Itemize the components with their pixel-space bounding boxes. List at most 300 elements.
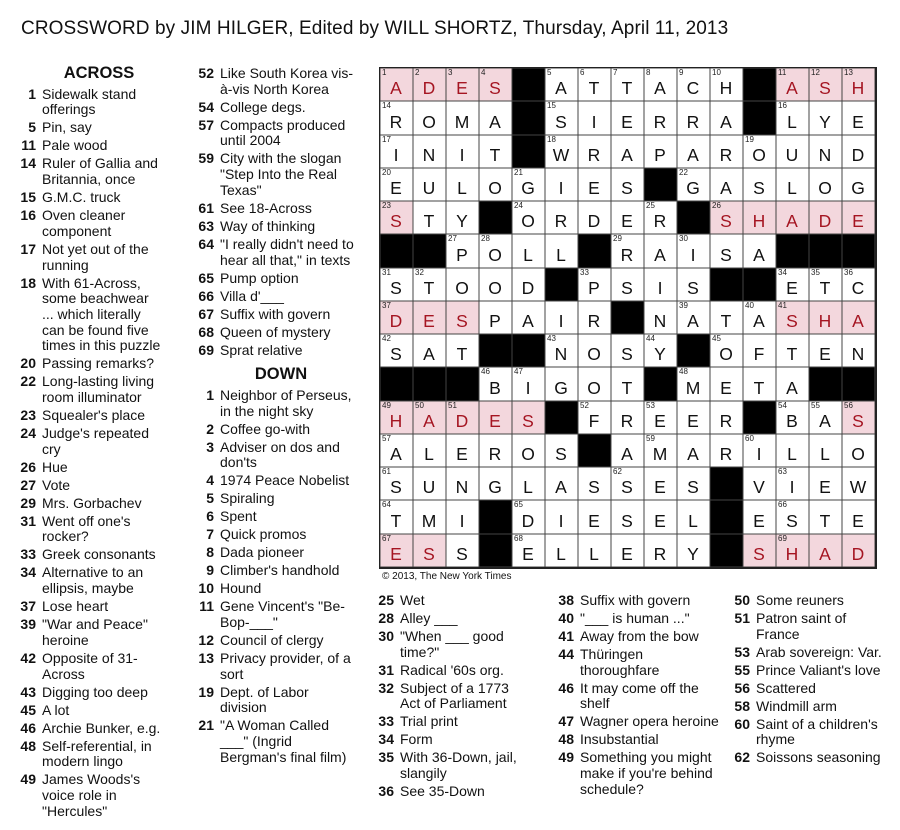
clue-item[interactable] xyxy=(190,581,358,597)
grid-cell[interactable] xyxy=(743,434,776,467)
grid-cell[interactable] xyxy=(611,135,644,168)
grid-cell[interactable] xyxy=(644,268,677,301)
grid-cell[interactable] xyxy=(413,401,446,434)
grid-cell[interactable] xyxy=(413,101,446,134)
clue-item[interactable] xyxy=(190,307,358,323)
cell-letter: O xyxy=(488,178,503,198)
grid-cell[interactable] xyxy=(512,500,545,533)
clue-item[interactable] xyxy=(372,784,532,800)
grid-cell[interactable] xyxy=(479,101,512,134)
grid-cell[interactable] xyxy=(380,301,413,334)
cell-letter: E xyxy=(588,178,601,198)
grid-cell[interactable] xyxy=(743,534,776,567)
grid-cell[interactable] xyxy=(446,500,479,533)
grid-cell[interactable] xyxy=(776,367,809,400)
clue-text: Spiraling xyxy=(220,490,275,507)
grid-cell[interactable] xyxy=(380,101,413,134)
clue-number: 49 xyxy=(558,749,574,766)
grid-cell[interactable] xyxy=(446,467,479,500)
cell-letter: S xyxy=(390,477,403,498)
grid-cell[interactable] xyxy=(776,401,809,434)
clue-item[interactable] xyxy=(190,545,358,561)
clue-item[interactable] xyxy=(728,663,892,679)
clue-item[interactable] xyxy=(14,156,164,187)
grid-cell[interactable] xyxy=(809,168,842,201)
grid-cell[interactable] xyxy=(611,68,644,101)
clue-item[interactable] xyxy=(728,717,892,748)
grid-cell[interactable] xyxy=(809,68,842,101)
grid-cell[interactable] xyxy=(479,234,512,267)
grid-cell[interactable] xyxy=(809,401,842,434)
grid-cell[interactable] xyxy=(479,467,512,500)
grid-cell[interactable] xyxy=(413,168,446,201)
grid-cell[interactable] xyxy=(644,301,677,334)
grid-cell[interactable] xyxy=(545,500,578,533)
grid-cell[interactable] xyxy=(446,268,479,301)
clue-item[interactable] xyxy=(190,527,358,543)
cell-letter: I xyxy=(459,144,466,165)
grid-cell[interactable] xyxy=(479,367,512,400)
clue-item[interactable] xyxy=(728,645,892,661)
grid-cell[interactable] xyxy=(644,467,677,500)
grid-cell[interactable] xyxy=(842,268,875,301)
clue-item[interactable] xyxy=(190,440,358,471)
clue-item[interactable] xyxy=(14,772,164,819)
grid-cell[interactable] xyxy=(776,68,809,101)
clue-item[interactable] xyxy=(190,491,358,507)
clue-number: 34 xyxy=(20,564,36,581)
cell-number: 22 xyxy=(679,167,688,177)
grid-cell[interactable] xyxy=(545,201,578,234)
grid-cell[interactable] xyxy=(743,168,776,201)
clue-item[interactable] xyxy=(190,289,358,305)
grid-cell[interactable] xyxy=(578,268,611,301)
grid-cell[interactable] xyxy=(380,500,413,533)
clue-item[interactable] xyxy=(14,120,164,136)
cell-letter: S xyxy=(555,444,568,464)
grid-cell[interactable] xyxy=(743,334,776,367)
grid-cell[interactable] xyxy=(512,367,545,400)
clue-item[interactable] xyxy=(14,721,164,737)
clue-item[interactable] xyxy=(552,750,724,797)
clue-item[interactable] xyxy=(14,138,164,154)
grid-cell[interactable] xyxy=(512,201,545,234)
grid-cell[interactable] xyxy=(710,367,743,400)
clue-item[interactable] xyxy=(14,460,164,476)
clue-item[interactable] xyxy=(190,718,358,765)
clue-item[interactable] xyxy=(14,599,164,615)
grid-cell[interactable] xyxy=(545,68,578,101)
grid-cell[interactable] xyxy=(644,101,677,134)
clue-item[interactable] xyxy=(14,374,164,405)
clue-item[interactable] xyxy=(372,750,532,781)
clue-item[interactable] xyxy=(728,699,892,715)
grid-cell[interactable] xyxy=(413,268,446,301)
clue-item[interactable] xyxy=(372,593,532,609)
clue-item[interactable] xyxy=(190,343,358,359)
clue-item[interactable] xyxy=(190,633,358,649)
grid-cell[interactable] xyxy=(479,68,512,101)
clue-text: Lose heart xyxy=(42,598,109,615)
grid-cell[interactable] xyxy=(479,268,512,301)
grid-cell[interactable] xyxy=(578,334,611,367)
grid-cell[interactable] xyxy=(677,301,710,334)
clue-item[interactable] xyxy=(552,714,724,730)
clue-item[interactable] xyxy=(728,681,892,697)
grid-cell[interactable] xyxy=(380,201,413,234)
cell-number: 42 xyxy=(382,334,391,343)
grid-cell[interactable] xyxy=(380,401,413,434)
grid-cell[interactable] xyxy=(512,301,545,334)
grid-cell[interactable] xyxy=(446,534,479,567)
crossword-grid xyxy=(379,67,877,569)
clue-item[interactable] xyxy=(190,151,358,198)
clue-item[interactable] xyxy=(14,514,164,545)
clue-item[interactable] xyxy=(372,714,532,730)
grid-cell[interactable] xyxy=(578,68,611,101)
grid-cell[interactable] xyxy=(809,334,842,367)
grid-cell[interactable] xyxy=(842,101,875,134)
grid-cell[interactable] xyxy=(809,101,842,134)
cell-letter: W xyxy=(849,477,868,498)
grid-cell[interactable] xyxy=(809,534,842,567)
grid-cell[interactable] xyxy=(446,201,479,234)
grid-cell[interactable] xyxy=(578,500,611,533)
grid-cell[interactable] xyxy=(545,101,578,134)
grid-cell[interactable] xyxy=(809,201,842,234)
clue-item[interactable] xyxy=(190,237,358,268)
clue-item[interactable] xyxy=(14,356,164,372)
grid-cell[interactable] xyxy=(413,301,446,334)
grid-cell[interactable] xyxy=(743,367,776,400)
grid-cell[interactable] xyxy=(446,101,479,134)
clue-number: 22 xyxy=(20,373,36,390)
grid-cell[interactable] xyxy=(743,135,776,168)
grid-cell[interactable] xyxy=(710,135,743,168)
grid-cell[interactable] xyxy=(545,367,578,400)
cell-letter: R xyxy=(587,311,602,331)
clue-item[interactable] xyxy=(14,478,164,494)
grid-cell[interactable] xyxy=(611,201,644,234)
clue-item[interactable] xyxy=(14,208,164,239)
clue-item[interactable] xyxy=(190,599,358,630)
cell-letter: L xyxy=(787,111,798,132)
grid-cell[interactable] xyxy=(446,301,479,334)
grid-cell[interactable] xyxy=(578,467,611,500)
grid-cell[interactable] xyxy=(380,135,413,168)
grid-cell[interactable] xyxy=(545,467,578,500)
grid-cell[interactable] xyxy=(446,401,479,434)
grid-cell[interactable] xyxy=(512,401,545,434)
grid-cell[interactable] xyxy=(776,534,809,567)
grid-cell[interactable] xyxy=(842,135,875,168)
clue-item[interactable] xyxy=(372,611,532,627)
clue-item[interactable] xyxy=(14,496,164,512)
grid-cell[interactable] xyxy=(611,234,644,267)
clue-item[interactable] xyxy=(552,629,724,645)
grid-cell[interactable] xyxy=(710,434,743,467)
clue-item[interactable] xyxy=(14,739,164,770)
clue-item[interactable] xyxy=(14,408,164,424)
clue-item[interactable] xyxy=(552,611,724,627)
grid-cell[interactable] xyxy=(743,234,776,267)
grid-cell[interactable] xyxy=(842,534,875,567)
grid-cell[interactable] xyxy=(776,434,809,467)
grid-cell[interactable] xyxy=(809,268,842,301)
grid-cell[interactable] xyxy=(380,268,413,301)
grid-cell[interactable] xyxy=(776,500,809,533)
grid-cell[interactable] xyxy=(644,201,677,234)
grid-cell[interactable] xyxy=(644,534,677,567)
clue-item[interactable] xyxy=(190,563,358,579)
clue-item[interactable] xyxy=(728,750,892,766)
grid-cell[interactable] xyxy=(380,334,413,367)
grid-cell[interactable] xyxy=(677,500,710,533)
grid-cell[interactable] xyxy=(512,534,545,567)
grid-cell[interactable] xyxy=(809,500,842,533)
grid-cell[interactable] xyxy=(611,434,644,467)
grid-cell[interactable] xyxy=(710,401,743,434)
grid-cell[interactable] xyxy=(677,467,710,500)
clue-item[interactable] xyxy=(552,732,724,748)
grid-cell[interactable] xyxy=(776,201,809,234)
clue-item[interactable] xyxy=(14,426,164,457)
grid-cell[interactable] xyxy=(413,68,446,101)
clue-item[interactable] xyxy=(190,509,358,525)
clue-item[interactable] xyxy=(190,201,358,217)
grid-cell[interactable] xyxy=(413,434,446,467)
grid-cell[interactable] xyxy=(380,467,413,500)
grid-cell[interactable] xyxy=(743,201,776,234)
grid-cell[interactable] xyxy=(809,434,842,467)
grid-cell[interactable] xyxy=(677,434,710,467)
clue-item[interactable] xyxy=(552,593,724,609)
grid-cell[interactable] xyxy=(446,434,479,467)
grid-cell[interactable] xyxy=(776,467,809,500)
clue-item[interactable] xyxy=(190,422,358,438)
cell-letter: D xyxy=(587,211,602,232)
grid-cell[interactable] xyxy=(710,301,743,334)
grid-cell[interactable] xyxy=(842,434,875,467)
grid-cell[interactable] xyxy=(578,101,611,134)
grid-cell[interactable] xyxy=(578,135,611,168)
clue-text: Climber's handhold xyxy=(220,562,340,579)
grid-cell[interactable] xyxy=(842,334,875,367)
clue-item[interactable] xyxy=(728,593,892,609)
grid-cell[interactable] xyxy=(710,101,743,134)
grid-cell[interactable] xyxy=(545,534,578,567)
grid-cell[interactable] xyxy=(710,334,743,367)
grid-cell[interactable] xyxy=(479,434,512,467)
grid-cell[interactable] xyxy=(380,68,413,101)
grid-cell[interactable] xyxy=(809,467,842,500)
clue-item[interactable] xyxy=(372,681,532,712)
grid-cell[interactable] xyxy=(545,334,578,367)
clue-item[interactable] xyxy=(14,87,164,118)
grid-cell[interactable] xyxy=(644,434,677,467)
grid-cell[interactable] xyxy=(413,334,446,367)
clue-item[interactable] xyxy=(190,325,358,341)
clue-item[interactable] xyxy=(190,66,358,97)
clue-item[interactable] xyxy=(14,685,164,701)
clue-item[interactable] xyxy=(190,219,358,235)
grid-cell[interactable] xyxy=(776,334,809,367)
cell-letter: A xyxy=(687,144,700,165)
clue-item[interactable] xyxy=(372,629,532,660)
grid-cell[interactable] xyxy=(644,500,677,533)
grid-cell[interactable] xyxy=(512,268,545,301)
grid-cell[interactable] xyxy=(776,135,809,168)
grid-cell[interactable] xyxy=(842,168,875,201)
grid-cell[interactable] xyxy=(677,534,710,567)
clue-item[interactable] xyxy=(552,681,724,712)
grid-cell[interactable] xyxy=(809,135,842,168)
grid-cell[interactable] xyxy=(545,168,578,201)
cell-letter: E xyxy=(423,311,436,331)
grid-cell[interactable] xyxy=(446,135,479,168)
grid-cell[interactable] xyxy=(545,301,578,334)
grid-cell[interactable] xyxy=(710,234,743,267)
clue-item[interactable] xyxy=(190,118,358,149)
grid-cell[interactable] xyxy=(512,467,545,500)
cell-letter: R xyxy=(554,211,569,232)
grid-cell[interactable] xyxy=(743,467,776,500)
grid-cell[interactable] xyxy=(776,101,809,134)
clue-item[interactable] xyxy=(552,647,724,678)
clue-item[interactable] xyxy=(14,703,164,719)
grid-cell[interactable] xyxy=(413,135,446,168)
grid-cell[interactable] xyxy=(644,234,677,267)
grid-cell[interactable] xyxy=(743,301,776,334)
grid-cell[interactable] xyxy=(677,101,710,134)
grid-cell[interactable] xyxy=(677,401,710,434)
clue-item[interactable] xyxy=(190,685,358,716)
grid-cell[interactable] xyxy=(677,367,710,400)
grid-cell[interactable] xyxy=(677,234,710,267)
clue-item[interactable] xyxy=(14,547,164,563)
grid-cell[interactable] xyxy=(611,334,644,367)
grid-cell[interactable] xyxy=(776,268,809,301)
grid-cell[interactable] xyxy=(479,168,512,201)
clue-item[interactable] xyxy=(14,276,164,355)
grid-cell[interactable] xyxy=(842,301,875,334)
grid-cell[interactable] xyxy=(842,201,875,234)
grid-cell[interactable] xyxy=(545,234,578,267)
grid-cell[interactable] xyxy=(776,168,809,201)
cell-letter: D xyxy=(389,311,404,331)
grid-cell[interactable] xyxy=(545,135,578,168)
grid-cell[interactable] xyxy=(479,401,512,434)
clue-number: 35 xyxy=(378,749,394,766)
clue-item[interactable] xyxy=(190,388,358,419)
clue-text: See 18-Across xyxy=(220,199,312,216)
grid-cell[interactable] xyxy=(677,135,710,168)
grid-cell[interactable] xyxy=(842,500,875,533)
grid-cell[interactable] xyxy=(512,434,545,467)
clue-item[interactable] xyxy=(190,651,358,682)
grid-cell[interactable] xyxy=(380,534,413,567)
grid-cell[interactable] xyxy=(644,135,677,168)
grid-cell[interactable] xyxy=(446,334,479,367)
grid-cell[interactable] xyxy=(644,334,677,367)
grid-cell[interactable] xyxy=(677,168,710,201)
grid-cell[interactable] xyxy=(809,301,842,334)
clue-text: Some reuners xyxy=(756,592,844,608)
grid-cell[interactable] xyxy=(677,268,710,301)
grid-cell[interactable] xyxy=(446,168,479,201)
cell-letter: S xyxy=(621,277,634,298)
clue-item[interactable] xyxy=(190,271,358,287)
clue-item[interactable] xyxy=(14,617,164,648)
grid-cell[interactable] xyxy=(611,268,644,301)
grid-cell[interactable] xyxy=(512,234,545,267)
grid-cell[interactable] xyxy=(413,534,446,567)
cell-letter: D xyxy=(422,78,437,99)
clue-item[interactable] xyxy=(728,611,892,642)
grid-cell[interactable] xyxy=(842,68,875,101)
grid-cell[interactable] xyxy=(578,401,611,434)
grid-cell[interactable] xyxy=(743,500,776,533)
cell-letter: A xyxy=(819,410,832,431)
grid-cell[interactable] xyxy=(578,301,611,334)
grid-cell[interactable] xyxy=(710,68,743,101)
grid-cell[interactable] xyxy=(611,401,644,434)
grid-cell[interactable] xyxy=(413,201,446,234)
clue-item[interactable] xyxy=(372,732,532,748)
grid-cell[interactable] xyxy=(842,401,875,434)
grid-cell[interactable] xyxy=(644,68,677,101)
grid-cell[interactable] xyxy=(842,467,875,500)
clue-item[interactable] xyxy=(190,100,358,116)
grid-cell[interactable] xyxy=(380,434,413,467)
grid-cell[interactable] xyxy=(545,434,578,467)
cell-letter: U xyxy=(422,477,437,498)
clue-item[interactable] xyxy=(14,651,164,682)
grid-cell[interactable] xyxy=(512,168,545,201)
grid-cell[interactable] xyxy=(677,68,710,101)
clue-item[interactable] xyxy=(14,242,164,273)
grid-cell[interactable] xyxy=(611,534,644,567)
grid-cell[interactable] xyxy=(611,367,644,400)
grid-cell[interactable] xyxy=(413,467,446,500)
grid-cell[interactable] xyxy=(446,234,479,267)
grid-cell[interactable] xyxy=(413,500,446,533)
clue-item[interactable] xyxy=(190,473,358,489)
grid-cell[interactable] xyxy=(644,401,677,434)
grid-cell[interactable] xyxy=(578,367,611,400)
grid-cell[interactable] xyxy=(710,168,743,201)
grid-cell[interactable] xyxy=(776,301,809,334)
clue-item[interactable] xyxy=(14,565,164,596)
grid-cell[interactable] xyxy=(611,467,644,500)
grid-cell[interactable] xyxy=(578,201,611,234)
grid-cell[interactable] xyxy=(611,168,644,201)
grid-cell[interactable] xyxy=(710,201,743,234)
clue-text: See 35-Down xyxy=(400,783,485,800)
grid-cell[interactable] xyxy=(611,101,644,134)
cell-number: 54 xyxy=(778,400,787,410)
grid-cell[interactable] xyxy=(446,68,479,101)
grid-cell[interactable] xyxy=(479,135,512,168)
grid-cell[interactable] xyxy=(611,500,644,533)
cell-number: 51 xyxy=(448,400,457,410)
clue-item[interactable] xyxy=(14,190,164,206)
grid-cell[interactable] xyxy=(578,168,611,201)
grid-cell[interactable] xyxy=(380,168,413,201)
clue-item[interactable] xyxy=(372,663,532,679)
grid-cell[interactable] xyxy=(578,534,611,567)
grid-cell[interactable] xyxy=(479,301,512,334)
